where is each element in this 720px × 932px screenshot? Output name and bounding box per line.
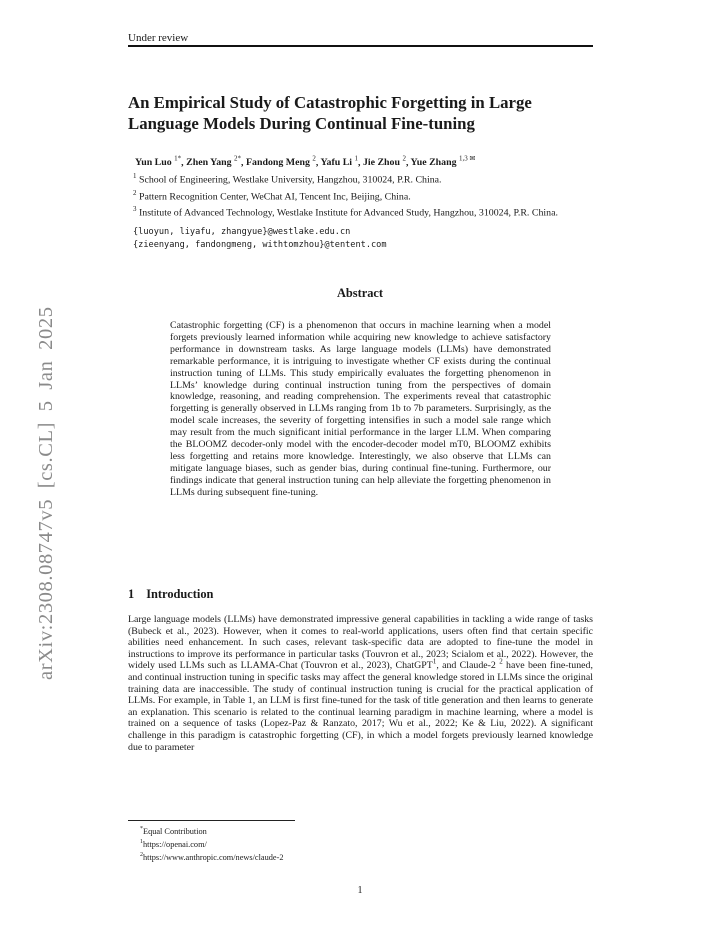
footnote-rule xyxy=(128,820,295,821)
footnote[interactable]: $^1$https://openai.com/ xyxy=(140,839,207,849)
footnotes xyxy=(140,824,283,864)
author: Zhen Yang $^{2*}$ xyxy=(186,155,242,169)
running-header: Under review xyxy=(128,32,189,44)
page-number: 1 xyxy=(357,885,363,896)
author: Jie Zhou $^2$ xyxy=(362,155,406,169)
author: Yue Zhang $^{1,3 ✉}$ xyxy=(410,155,476,169)
header-rule xyxy=(128,45,593,47)
author-emails xyxy=(133,226,387,251)
abstract-body: Catastrophic forgetting (CF) is a phenomenon that occurs in machine learning when a model forgets previously learned information while acquiring new knowledge to achieve satisfactory performance in downstream tasks. As large language models (LLMs) have demonstrated remarkable performance, it is intriguing to investigate whether CF exists during the continual instruction tuning of LLMs. This study empirically evaluates the forgetting phenomenon in LLMs’ knowledge during continual instruction tuning from the perspectives of domain knowledge, reasoning, and reading comprehension. The experiments reveal that catastrophic forgetting is generally observed in LLMs ranging from 1b to 7b parameters. Surprisingly, as the model scale increases, the severity of forgetting intensifies in such a model sale range which may result from the much significant initial performance in the larger LLM. When comparing the BLOOMZ decoder-only model with the encoder-decoder model mT0, BLOOMZ exhibits less forgetting and retains more knowledge. Interestingly, we also observe that LLMs can mitigate language biases, such as gender bias, during continual fine-tuning. Furthermore, our findings indicate that general instruction tuning can help alleviate the forgetting phenomenon in LLMs during subsequent fine-tuning. xyxy=(170,320,551,498)
affiliation: $^2$ Pattern Recognition Center, WeChat AI, Tencent Inc, Beijing, China. xyxy=(133,188,411,202)
affiliations xyxy=(133,170,563,220)
section-title: Introduction xyxy=(146,587,214,601)
footnote[interactable]: $^2$https://www.anthropic.com/news/claude-2 xyxy=(140,852,284,863)
section-number: 1 xyxy=(128,587,135,601)
arxiv-side-stamp: arXiv:2308.08747v5 [cs.CL] 5 Jan 2025 xyxy=(35,306,57,680)
abstract-heading: Abstract xyxy=(336,286,384,300)
author: Fandong Meng $^2$ xyxy=(245,155,316,169)
email-line: {luoyun, liyafu, zhangyue}@westlake.edu.cn xyxy=(133,227,351,237)
intro-paragraph: Large language models (LLMs) have demonstrated impressive general capabilities in tackling a wide range of tasks (Bubeck et al., 2023). However, when it comes to real-world applications, users often find that certain specific abilities need enhancement. In such cases, relevant task-specific data are adopted to fine-tune the model in instructions to improve its performance in particular tasks (Touvron et al., 2023; Scialom et al., 2022). However, the widely used LLMs such as LLAMA-Chat (Touvron et al., 2023), ChatGPT$^1$, and Claude-2 $^2$ have been fine-tuned, and continual instruction tuning in specific tasks may affect the general knowledge stored in LLMs since the original training data are inaccessible. The study of continual instruction tuning is crucial for the practical application of LLMs. For example, in Table 1, an LLM is first fine-tuned for the task of title generation and then learns to generate an explanation. This scenario is related to the continual learning paradigm in machine learning, where a model is trained on a sequence of tasks (Lopez-Paz & Ranzato, 2017; Wu et al., 2022; Ke & Liu, 2022). A significant challenge in this paradigm is catastrophic forgetting (CF), in which a model forgets previously learned knowledge due to parameter xyxy=(128,614,593,753)
footnote: *Equal Contribution xyxy=(140,826,207,836)
section-heading xyxy=(128,587,213,602)
paper-title: An Empirical Study of Catastrophic Forgetting in Large Language Models During Continual Fine-tuning xyxy=(128,93,532,133)
footnote-ref[interactable]: 2 xyxy=(499,658,503,667)
footnote-ref[interactable]: 1 xyxy=(432,658,437,667)
author: Yafu Li $^1$ xyxy=(320,155,358,169)
author-list: Yun Luo $^{1*}$, Zhen Yang $^{2*}$, Fandong Meng $^2$, Yafu Li $^1$, Jie Zhou $^2$, Yue Zhang $^{1,3 ✉}$ xyxy=(135,155,476,169)
affiliation: $^1$ School of Engineering, Westlake University, Hangzhou, 310024, P.R. China. xyxy=(133,172,442,186)
affiliation: $^3$ Institute of Advanced Technology, Westlake Institute for Advanced Study, Hangzhou, 310024, P.R. China. xyxy=(133,205,558,219)
email-line: {zieenyang, fandongmeng, withtomzhou}@tentent.com xyxy=(133,239,387,250)
author: Yun Luo $^{1*}$ xyxy=(135,155,182,169)
